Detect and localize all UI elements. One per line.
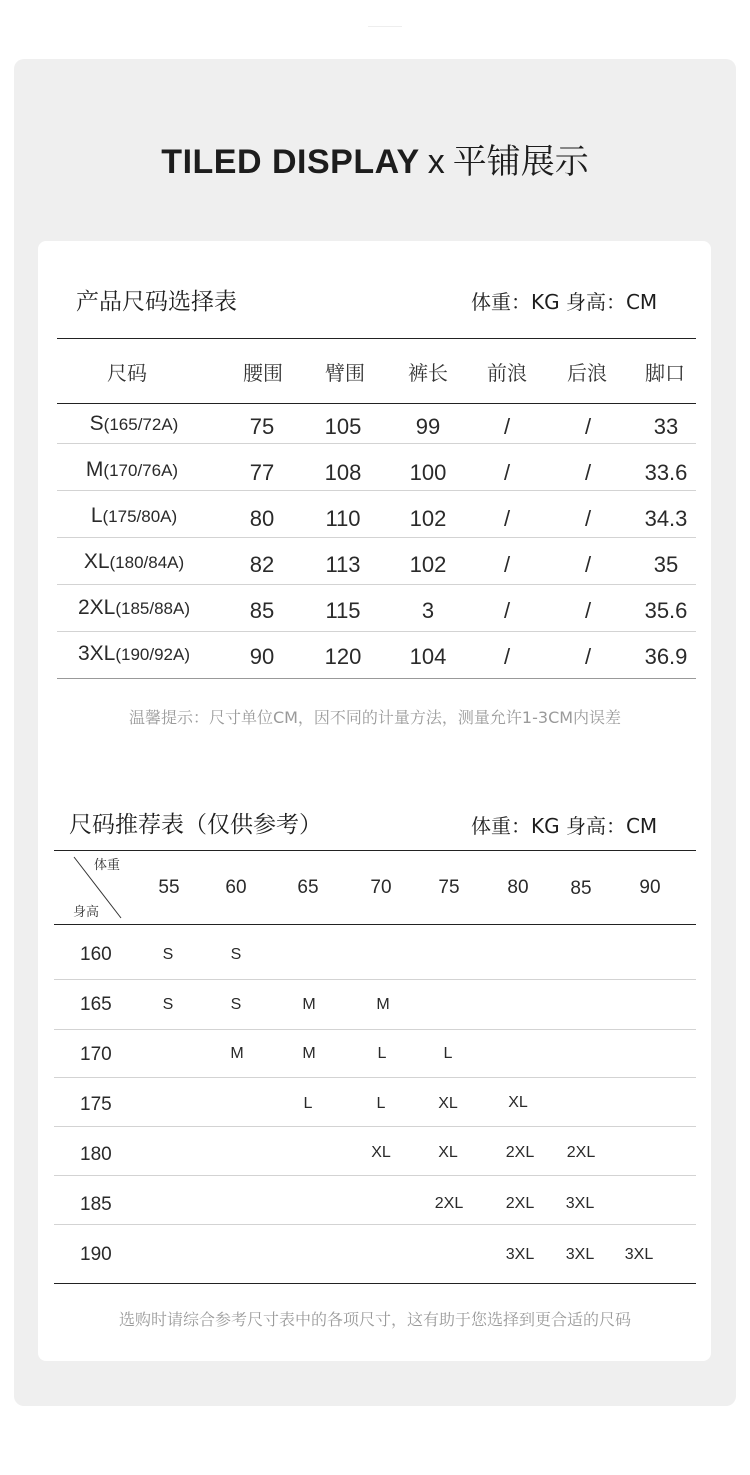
recommend-cell: M bbox=[230, 1045, 244, 1062]
size-front-rise: / bbox=[503, 460, 511, 485]
recommend-cell: S bbox=[162, 996, 174, 1013]
size-row-label bbox=[78, 595, 190, 622]
recommend-row-rule bbox=[54, 1077, 696, 1078]
size-back-rise: / bbox=[584, 552, 592, 577]
size-waist: 75 bbox=[249, 414, 275, 439]
recommend-cell: S bbox=[162, 946, 174, 963]
size-table-units: 体重：KG 身高：CM bbox=[471, 290, 658, 314]
size-back-rise: / bbox=[584, 460, 592, 485]
size-spec: (175/80A) bbox=[102, 507, 178, 526]
recommend-cell: 3XL bbox=[565, 1246, 595, 1263]
recommend-cell: 2XL bbox=[505, 1144, 535, 1161]
recommend-cell: S bbox=[230, 946, 242, 963]
height-label: 185 bbox=[80, 1194, 112, 1215]
size-arm: 110 bbox=[325, 506, 361, 531]
size-code: XL bbox=[83, 550, 110, 573]
size-header-size: 尺码 bbox=[107, 361, 147, 385]
size-header-back-rise: 后浪 bbox=[567, 361, 607, 385]
size-header-arm: 臂围 bbox=[325, 361, 365, 385]
size-hem: 35.6 bbox=[644, 598, 688, 623]
weight-header: 65 bbox=[297, 877, 319, 898]
size-row-label bbox=[91, 503, 177, 530]
recommend-cell: 3XL bbox=[624, 1246, 654, 1263]
size-length: 100 bbox=[409, 460, 447, 485]
size-spec: (170/76A) bbox=[103, 461, 179, 480]
height-label: 175 bbox=[80, 1094, 112, 1115]
size-code: S bbox=[89, 412, 104, 435]
size-length: 104 bbox=[409, 644, 447, 669]
recommend-cell: 2XL bbox=[434, 1195, 464, 1212]
size-front-rise: / bbox=[503, 552, 511, 577]
size-front-rise: / bbox=[503, 414, 511, 439]
size-waist: 90 bbox=[249, 644, 275, 669]
size-waist: 77 bbox=[249, 460, 275, 485]
recommend-cell: XL bbox=[438, 1095, 458, 1112]
recommend-table-note: 选购时请综合参考尺寸表中的各项尺寸，这有助于您选择到更合适的尺码 bbox=[118, 1310, 631, 1329]
size-arm: 105 bbox=[324, 414, 362, 439]
size-arm: 113 bbox=[325, 552, 361, 577]
size-table-top-rule bbox=[57, 338, 696, 339]
size-length: 102 bbox=[409, 506, 447, 531]
recommend-cell: 2XL bbox=[505, 1195, 535, 1212]
size-length: 99 bbox=[415, 414, 441, 439]
top-divider bbox=[368, 26, 402, 27]
recommend-table-title: 尺码推荐表（仅供参考） bbox=[69, 812, 322, 838]
headline-en: TILED DISPLAY bbox=[161, 143, 420, 181]
size-code: 3XL bbox=[77, 642, 116, 665]
size-arm: 115 bbox=[325, 598, 361, 623]
recommend-cell: M bbox=[302, 1045, 316, 1062]
recommend-header-rule bbox=[54, 924, 696, 925]
size-row-rule bbox=[57, 631, 696, 632]
recommend-row-rule bbox=[54, 1224, 696, 1225]
recommend-row-rule bbox=[54, 1126, 696, 1127]
size-header-rule bbox=[57, 403, 696, 404]
size-back-rise: / bbox=[584, 506, 592, 531]
size-row-rule bbox=[57, 490, 696, 491]
corner-height-label: 身高 bbox=[73, 905, 100, 920]
recommend-row-rule bbox=[54, 1175, 696, 1176]
recommend-cell: L bbox=[303, 1095, 313, 1112]
recommend-row-rule bbox=[54, 1029, 696, 1030]
recommend-cell: M bbox=[302, 996, 316, 1013]
weight-header: 55 bbox=[158, 877, 180, 898]
recommend-cell: 3XL bbox=[565, 1195, 595, 1212]
size-waist: 82 bbox=[249, 552, 275, 577]
size-row-rule bbox=[57, 584, 696, 585]
recommend-cell: XL bbox=[438, 1144, 458, 1161]
recommend-cell: S bbox=[230, 996, 242, 1013]
weight-header: 90 bbox=[639, 877, 661, 898]
headline-separator: x bbox=[427, 143, 445, 181]
size-row-rule bbox=[57, 443, 696, 444]
size-arm: 108 bbox=[324, 460, 362, 485]
size-row-label bbox=[78, 641, 190, 668]
corner-weight-label: 体重 bbox=[94, 858, 121, 873]
recommend-cell: L bbox=[376, 1095, 386, 1112]
size-table-title: 产品尺码选择表 bbox=[76, 289, 237, 315]
size-header-front-rise: 前浪 bbox=[487, 361, 527, 385]
headline-cn: 平铺展示 bbox=[452, 142, 589, 182]
recommend-cell: XL bbox=[371, 1144, 391, 1161]
size-back-rise: / bbox=[584, 644, 592, 669]
height-label: 165 bbox=[80, 994, 112, 1015]
size-front-rise: / bbox=[503, 598, 511, 623]
size-code: 2XL bbox=[77, 596, 116, 619]
size-spec: (180/84A) bbox=[109, 553, 185, 572]
page-headline bbox=[0, 142, 750, 182]
size-back-rise: / bbox=[584, 598, 592, 623]
size-card bbox=[38, 241, 711, 1361]
size-waist: 80 bbox=[249, 506, 275, 531]
size-code: L bbox=[90, 504, 103, 527]
height-label: 190 bbox=[80, 1244, 112, 1265]
height-label: 160 bbox=[80, 944, 112, 965]
size-table-note: 温馨提示：尺寸单位CM，因不同的计量方法，测量允许1-3CM内误差 bbox=[128, 708, 622, 727]
weight-header: 70 bbox=[370, 877, 392, 898]
size-spec: (190/92A) bbox=[115, 645, 191, 664]
weight-header: 80 bbox=[507, 877, 529, 898]
size-code: M bbox=[85, 458, 104, 481]
height-label: 180 bbox=[80, 1144, 112, 1165]
size-spec: (165/72A) bbox=[103, 415, 179, 434]
size-header-length: 裤长 bbox=[408, 361, 448, 385]
size-hem: 36.9 bbox=[644, 644, 688, 669]
size-hem: 34.3 bbox=[644, 506, 688, 531]
recommend-cell: L bbox=[377, 1045, 387, 1062]
size-hem: 35 bbox=[653, 552, 679, 577]
height-label: 170 bbox=[80, 1044, 112, 1065]
weight-header: 75 bbox=[438, 877, 460, 898]
size-header-waist: 腰围 bbox=[243, 361, 283, 385]
size-hem: 33 bbox=[653, 414, 679, 439]
size-header-hem: 脚口 bbox=[645, 361, 685, 385]
size-front-rise: / bbox=[503, 506, 511, 531]
size-row-label bbox=[86, 457, 178, 484]
weight-header: 85 bbox=[570, 878, 592, 899]
recommend-bottom-rule bbox=[54, 1283, 696, 1284]
size-arm: 120 bbox=[324, 644, 362, 669]
recommend-row-rule bbox=[54, 979, 696, 980]
recommend-cell: XL bbox=[508, 1094, 528, 1111]
size-waist: 85 bbox=[249, 598, 275, 623]
recommend-cell: M bbox=[376, 996, 390, 1013]
size-row-label bbox=[84, 549, 184, 576]
size-length: 3 bbox=[421, 598, 435, 623]
recommend-cell: 3XL bbox=[505, 1246, 535, 1263]
recommend-cell: L bbox=[443, 1045, 453, 1062]
size-row-label bbox=[90, 411, 179, 438]
size-table-bottom-rule bbox=[57, 678, 696, 679]
weight-header: 60 bbox=[225, 877, 247, 898]
recommend-cell: 2XL bbox=[566, 1144, 596, 1161]
size-front-rise: / bbox=[503, 644, 511, 669]
size-spec: (185/88A) bbox=[115, 599, 191, 618]
size-length: 102 bbox=[409, 552, 447, 577]
size-hem: 33.6 bbox=[644, 460, 688, 485]
size-back-rise: / bbox=[584, 414, 592, 439]
recommend-top-rule bbox=[54, 850, 696, 851]
size-row-rule bbox=[57, 537, 696, 538]
recommend-table-units: 体重：KG 身高：CM bbox=[471, 814, 658, 838]
